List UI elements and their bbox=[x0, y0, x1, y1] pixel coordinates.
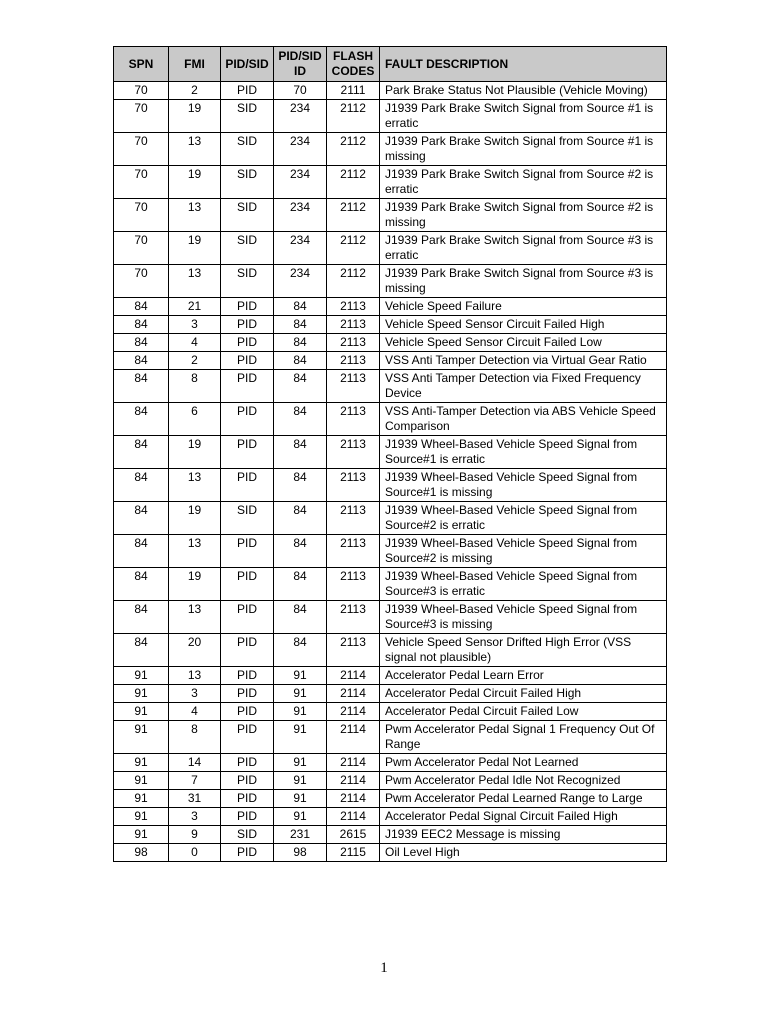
table-row bbox=[114, 844, 667, 862]
table-row bbox=[114, 634, 667, 667]
pid-sid-id-cell: 84 bbox=[274, 370, 327, 403]
flash-code-cell: 2113 bbox=[327, 370, 380, 403]
fault-description-cell: Pwm Accelerator Pedal Learned Range to Large bbox=[380, 790, 667, 808]
fmi-cell: 3 bbox=[169, 316, 221, 334]
pid-sid-id-cell: 84 bbox=[274, 316, 327, 334]
fmi-cell: 2 bbox=[169, 352, 221, 370]
table-row bbox=[114, 502, 667, 535]
fmi-cell: 9 bbox=[169, 826, 221, 844]
pid-sid-id-cell: 84 bbox=[274, 403, 327, 436]
flash-code-cell: 2114 bbox=[327, 685, 380, 703]
fault-description-cell: Pwm Accelerator Pedal Idle Not Recognized bbox=[380, 772, 667, 790]
flash-code-cell: 2113 bbox=[327, 535, 380, 568]
fmi-cell: 13 bbox=[169, 535, 221, 568]
spn-cell: 70 bbox=[114, 265, 169, 298]
pid-sid-cell: PID bbox=[221, 601, 274, 634]
flash-code-cell: 2112 bbox=[327, 100, 380, 133]
table-row bbox=[114, 754, 667, 772]
pid-sid-id-cell: 234 bbox=[274, 166, 327, 199]
pid-sid-cell: PID bbox=[221, 568, 274, 601]
spn-cell: 84 bbox=[114, 601, 169, 634]
fault-description-cell: VSS Anti-Tamper Detection via ABS Vehicle Speed Comparison bbox=[380, 403, 667, 436]
fault-description-cell: J1939 Wheel-Based Vehicle Speed Signal from Source#3 is erratic bbox=[380, 568, 667, 601]
flash-code-cell: 2615 bbox=[327, 826, 380, 844]
table-row bbox=[114, 100, 667, 133]
pid-sid-cell: SID bbox=[221, 232, 274, 265]
pid-sid-cell: PID bbox=[221, 436, 274, 469]
spn-cell: 91 bbox=[114, 754, 169, 772]
fmi-cell: 3 bbox=[169, 808, 221, 826]
flash-code-cell: 2113 bbox=[327, 334, 380, 352]
spn-cell: 84 bbox=[114, 469, 169, 502]
spn-cell: 91 bbox=[114, 685, 169, 703]
spn-cell: 84 bbox=[114, 436, 169, 469]
flash-code-cell: 2114 bbox=[327, 772, 380, 790]
fmi-cell: 3 bbox=[169, 685, 221, 703]
flash-code-cell: 2113 bbox=[327, 436, 380, 469]
pid-sid-id-cell: 91 bbox=[274, 685, 327, 703]
flash-code-cell: 2114 bbox=[327, 721, 380, 754]
pid-sid-id-cell: 84 bbox=[274, 634, 327, 667]
spn-cell: 84 bbox=[114, 535, 169, 568]
table-row bbox=[114, 82, 667, 100]
fmi-cell: 19 bbox=[169, 166, 221, 199]
flash-code-cell: 2114 bbox=[327, 754, 380, 772]
fault-description-cell: J1939 Park Brake Switch Signal from Source #2 is erratic bbox=[380, 166, 667, 199]
pid-sid-cell: PID bbox=[221, 703, 274, 721]
pid-sid-id-cell: 91 bbox=[274, 721, 327, 754]
pid-sid-cell: PID bbox=[221, 790, 274, 808]
table-row bbox=[114, 352, 667, 370]
table-row bbox=[114, 469, 667, 502]
spn-cell: 84 bbox=[114, 403, 169, 436]
pid-sid-id-cell: 91 bbox=[274, 703, 327, 721]
fmi-cell: 4 bbox=[169, 334, 221, 352]
fmi-cell: 13 bbox=[169, 667, 221, 685]
table-row bbox=[114, 535, 667, 568]
header-row bbox=[114, 47, 667, 82]
fmi-cell: 14 bbox=[169, 754, 221, 772]
spn-cell: 84 bbox=[114, 634, 169, 667]
fault-description-cell: Pwm Accelerator Pedal Not Learned bbox=[380, 754, 667, 772]
pid-sid-cell: SID bbox=[221, 826, 274, 844]
fault-description-cell: Accelerator Pedal Circuit Failed High bbox=[380, 685, 667, 703]
table-body bbox=[114, 82, 667, 862]
pid-sid-cell: PID bbox=[221, 721, 274, 754]
fmi-cell: 13 bbox=[169, 265, 221, 298]
fmi-cell: 6 bbox=[169, 403, 221, 436]
spn-cell: 70 bbox=[114, 133, 169, 166]
flash-code-cell: 2113 bbox=[327, 502, 380, 535]
pid-sid-id-cell: 91 bbox=[274, 754, 327, 772]
pid-sid-cell: PID bbox=[221, 370, 274, 403]
pid-sid-cell: PID bbox=[221, 808, 274, 826]
fmi-cell: 13 bbox=[169, 601, 221, 634]
flash-code-cell: 2112 bbox=[327, 232, 380, 265]
fmi-cell: 13 bbox=[169, 469, 221, 502]
fault-description-cell: Vehicle Speed Failure bbox=[380, 298, 667, 316]
pid-sid-cell: PID bbox=[221, 535, 274, 568]
table-row bbox=[114, 298, 667, 316]
fault-description-cell: J1939 Wheel-Based Vehicle Speed Signal from Source#3 is missing bbox=[380, 601, 667, 634]
header-pid-sid-id: PID/SID ID bbox=[274, 47, 327, 82]
pid-sid-id-cell: 231 bbox=[274, 826, 327, 844]
table-row bbox=[114, 232, 667, 265]
header-fmi: FMI bbox=[169, 47, 221, 82]
fault-description-cell: J1939 Park Brake Switch Signal from Source #1 is erratic bbox=[380, 100, 667, 133]
pid-sid-cell: SID bbox=[221, 502, 274, 535]
fault-description-cell: J1939 Wheel-Based Vehicle Speed Signal from Source#1 is missing bbox=[380, 469, 667, 502]
pid-sid-cell: PID bbox=[221, 298, 274, 316]
pid-sid-cell: PID bbox=[221, 844, 274, 862]
pid-sid-id-cell: 84 bbox=[274, 535, 327, 568]
spn-cell: 70 bbox=[114, 232, 169, 265]
spn-cell: 84 bbox=[114, 334, 169, 352]
pid-sid-id-cell: 84 bbox=[274, 352, 327, 370]
fmi-cell: 0 bbox=[169, 844, 221, 862]
pid-sid-cell: PID bbox=[221, 316, 274, 334]
spn-cell: 84 bbox=[114, 316, 169, 334]
pid-sid-cell: SID bbox=[221, 100, 274, 133]
fault-description-cell: J1939 Park Brake Switch Signal from Source #2 is missing bbox=[380, 199, 667, 232]
table-row bbox=[114, 703, 667, 721]
pid-sid-id-cell: 234 bbox=[274, 100, 327, 133]
table-row bbox=[114, 265, 667, 298]
fault-description-cell: Park Brake Status Not Plausible (Vehicle Moving) bbox=[380, 82, 667, 100]
header-fault-description: FAULT DESCRIPTION bbox=[380, 47, 667, 82]
fault-description-cell: J1939 Wheel-Based Vehicle Speed Signal from Source#2 is erratic bbox=[380, 502, 667, 535]
pid-sid-cell: PID bbox=[221, 352, 274, 370]
table-row bbox=[114, 721, 667, 754]
fault-description-cell: Pwm Accelerator Pedal Signal 1 Frequency Out Of Range bbox=[380, 721, 667, 754]
fmi-cell: 19 bbox=[169, 436, 221, 469]
fault-description-cell: J1939 Park Brake Switch Signal from Source #3 is erratic bbox=[380, 232, 667, 265]
fmi-cell: 19 bbox=[169, 502, 221, 535]
pid-sid-id-cell: 234 bbox=[274, 265, 327, 298]
pid-sid-id-cell: 84 bbox=[274, 298, 327, 316]
table-row bbox=[114, 403, 667, 436]
fmi-cell: 19 bbox=[169, 232, 221, 265]
pid-sid-id-cell: 84 bbox=[274, 334, 327, 352]
pid-sid-cell: PID bbox=[221, 667, 274, 685]
pid-sid-id-cell: 234 bbox=[274, 232, 327, 265]
pid-sid-id-cell: 70 bbox=[274, 82, 327, 100]
pid-sid-cell: SID bbox=[221, 166, 274, 199]
fault-description-cell: J1939 Wheel-Based Vehicle Speed Signal from Source#2 is missing bbox=[380, 535, 667, 568]
spn-cell: 91 bbox=[114, 703, 169, 721]
flash-code-cell: 2113 bbox=[327, 298, 380, 316]
table-row bbox=[114, 667, 667, 685]
flash-code-cell: 2114 bbox=[327, 808, 380, 826]
flash-code-cell: 2115 bbox=[327, 844, 380, 862]
spn-cell: 91 bbox=[114, 790, 169, 808]
fmi-cell: 31 bbox=[169, 790, 221, 808]
spn-cell: 84 bbox=[114, 370, 169, 403]
fault-description-cell: VSS Anti Tamper Detection via Fixed Frequency Device bbox=[380, 370, 667, 403]
table-row bbox=[114, 808, 667, 826]
fmi-cell: 21 bbox=[169, 298, 221, 316]
fault-description-cell: Accelerator Pedal Circuit Failed Low bbox=[380, 703, 667, 721]
page-number: 1 bbox=[380, 960, 388, 976]
flash-code-cell: 2113 bbox=[327, 634, 380, 667]
spn-cell: 98 bbox=[114, 844, 169, 862]
flash-code-cell: 2113 bbox=[327, 568, 380, 601]
pid-sid-cell: PID bbox=[221, 469, 274, 502]
table-row bbox=[114, 133, 667, 166]
fault-description-cell: Accelerator Pedal Learn Error bbox=[380, 667, 667, 685]
spn-cell: 91 bbox=[114, 772, 169, 790]
fault-description-cell: VSS Anti Tamper Detection via Virtual Gear Ratio bbox=[380, 352, 667, 370]
flash-code-cell: 2112 bbox=[327, 166, 380, 199]
fault-description-cell: J1939 EEC2 Message is missing bbox=[380, 826, 667, 844]
spn-cell: 91 bbox=[114, 826, 169, 844]
table-row bbox=[114, 436, 667, 469]
fmi-cell: 8 bbox=[169, 370, 221, 403]
table-row bbox=[114, 334, 667, 352]
pid-sid-id-cell: 91 bbox=[274, 808, 327, 826]
table-row bbox=[114, 790, 667, 808]
flash-code-cell: 2113 bbox=[327, 352, 380, 370]
spn-cell: 84 bbox=[114, 352, 169, 370]
pid-sid-id-cell: 234 bbox=[274, 133, 327, 166]
pid-sid-id-cell: 98 bbox=[274, 844, 327, 862]
pid-sid-id-cell: 84 bbox=[274, 601, 327, 634]
fmi-cell: 13 bbox=[169, 133, 221, 166]
fmi-cell: 20 bbox=[169, 634, 221, 667]
flash-code-cell: 2111 bbox=[327, 82, 380, 100]
table-row bbox=[114, 685, 667, 703]
pid-sid-cell: PID bbox=[221, 82, 274, 100]
pid-sid-id-cell: 91 bbox=[274, 667, 327, 685]
flash-code-cell: 2113 bbox=[327, 316, 380, 334]
pid-sid-cell: PID bbox=[221, 772, 274, 790]
table-row bbox=[114, 772, 667, 790]
flash-code-cell: 2112 bbox=[327, 265, 380, 298]
flash-code-cell: 2113 bbox=[327, 403, 380, 436]
pid-sid-id-cell: 91 bbox=[274, 772, 327, 790]
pid-sid-id-cell: 84 bbox=[274, 568, 327, 601]
pid-sid-id-cell: 84 bbox=[274, 436, 327, 469]
pid-sid-id-cell: 84 bbox=[274, 469, 327, 502]
fault-description-cell: Vehicle Speed Sensor Drifted High Error (VSS signal not plausible) bbox=[380, 634, 667, 667]
pid-sid-cell: PID bbox=[221, 685, 274, 703]
fault-code-table bbox=[113, 46, 667, 862]
fault-description-cell: J1939 Park Brake Switch Signal from Source #1 is missing bbox=[380, 133, 667, 166]
fmi-cell: 4 bbox=[169, 703, 221, 721]
header-spn: SPN bbox=[114, 47, 169, 82]
flash-code-cell: 2114 bbox=[327, 703, 380, 721]
pid-sid-cell: PID bbox=[221, 754, 274, 772]
flash-code-cell: 2112 bbox=[327, 199, 380, 232]
spn-cell: 91 bbox=[114, 808, 169, 826]
flash-code-cell: 2113 bbox=[327, 469, 380, 502]
flash-code-cell: 2112 bbox=[327, 133, 380, 166]
flash-code-cell: 2114 bbox=[327, 790, 380, 808]
spn-cell: 70 bbox=[114, 166, 169, 199]
fmi-cell: 19 bbox=[169, 568, 221, 601]
fmi-cell: 13 bbox=[169, 199, 221, 232]
pid-sid-cell: PID bbox=[221, 403, 274, 436]
spn-cell: 70 bbox=[114, 100, 169, 133]
spn-cell: 70 bbox=[114, 82, 169, 100]
pid-sid-id-cell: 84 bbox=[274, 502, 327, 535]
table-row bbox=[114, 199, 667, 232]
pid-sid-cell: SID bbox=[221, 265, 274, 298]
pid-sid-cell: PID bbox=[221, 334, 274, 352]
fault-description-cell: Vehicle Speed Sensor Circuit Failed Low bbox=[380, 334, 667, 352]
table-row bbox=[114, 826, 667, 844]
pid-sid-cell: SID bbox=[221, 199, 274, 232]
fmi-cell: 8 bbox=[169, 721, 221, 754]
spn-cell: 70 bbox=[114, 199, 169, 232]
fault-description-cell: Oil Level High bbox=[380, 844, 667, 862]
fmi-cell: 2 bbox=[169, 82, 221, 100]
table-row bbox=[114, 316, 667, 334]
fault-description-cell: J1939 Wheel-Based Vehicle Speed Signal from Source#1 is erratic bbox=[380, 436, 667, 469]
flash-code-cell: 2114 bbox=[327, 667, 380, 685]
header-flash-codes: FLASH CODES bbox=[327, 47, 380, 82]
spn-cell: 84 bbox=[114, 298, 169, 316]
table-row bbox=[114, 370, 667, 403]
fmi-cell: 7 bbox=[169, 772, 221, 790]
fault-description-cell: J1939 Park Brake Switch Signal from Source #3 is missing bbox=[380, 265, 667, 298]
pid-sid-cell: PID bbox=[221, 634, 274, 667]
pid-sid-id-cell: 234 bbox=[274, 199, 327, 232]
table-row bbox=[114, 568, 667, 601]
spn-cell: 84 bbox=[114, 568, 169, 601]
fault-description-cell: Accelerator Pedal Signal Circuit Failed High bbox=[380, 808, 667, 826]
spn-cell: 91 bbox=[114, 721, 169, 754]
flash-code-cell: 2113 bbox=[327, 601, 380, 634]
pid-sid-id-cell: 91 bbox=[274, 790, 327, 808]
table-row bbox=[114, 166, 667, 199]
spn-cell: 91 bbox=[114, 667, 169, 685]
fault-description-cell: Vehicle Speed Sensor Circuit Failed High bbox=[380, 316, 667, 334]
header-pid-sid: PID/SID bbox=[221, 47, 274, 82]
pid-sid-cell: SID bbox=[221, 133, 274, 166]
table-row bbox=[114, 601, 667, 634]
fmi-cell: 19 bbox=[169, 100, 221, 133]
spn-cell: 84 bbox=[114, 502, 169, 535]
